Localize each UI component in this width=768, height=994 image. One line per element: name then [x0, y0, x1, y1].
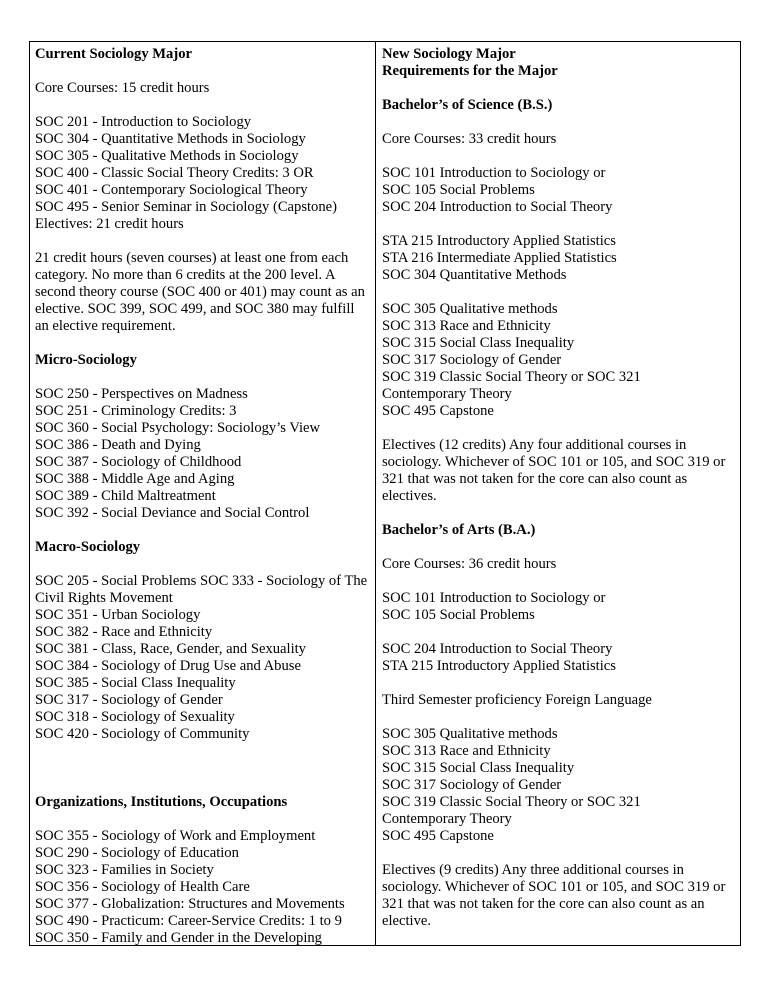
course-line: SOC 495 - Senior Seminar in Sociology (Capstone): [35, 199, 337, 215]
core-credit-hours: Core Courses: 15 credit hours: [35, 80, 210, 96]
course-line: SOC 490 - Practicum: Career-Service Credits: 1 to 9: [35, 913, 342, 929]
course-line: SOC 318 - Sociology of Sexuality: [35, 709, 235, 725]
course-line: SOC 251 - Criminology Credits: 3: [35, 403, 237, 419]
course-line: SOC 304 Quantitative Methods: [382, 267, 567, 283]
course-line: SOC 381 - Class, Race, Gender, and Sexuality: [35, 641, 306, 657]
core-course-list: [35, 114, 370, 233]
course-line: SOC 305 Qualitative methods: [382, 726, 558, 742]
course-line: SOC 360 - Social Psychology: Sociology’s View: [35, 420, 321, 436]
course-line: SOC 204 Introduction to Social Theory: [382, 199, 613, 215]
course-line: SOC 420 - Sociology of Community: [35, 726, 250, 742]
ba-group-3: [382, 726, 735, 845]
course-line: SOC 204 Introduction to Social Theory: [382, 641, 613, 657]
comparison-table: [29, 41, 741, 946]
course-line: Contemporary Theory: [382, 386, 512, 402]
course-line: SOC 495 Capstone: [382, 403, 494, 419]
course-line: SOC 377 - Globalization: Structures and Movements: [35, 896, 345, 912]
course-line: SOC 351 - Urban Sociology: [35, 607, 201, 623]
course-line: SOC 105 Social Problems: [382, 607, 535, 623]
course-line: SOC 315 Social Class Inequality: [382, 335, 575, 351]
course-line: SOC 384 - Sociology of Drug Use and Abuse: [35, 658, 301, 674]
bs-group-3: [382, 301, 735, 420]
bs-heading: Bachelor’s of Science (B.S.): [382, 97, 553, 113]
course-line: SOC 305 - Qualitative Methods in Sociology: [35, 148, 299, 164]
course-line: SOC 304 - Quantitative Methods in Sociology: [35, 131, 306, 147]
new-major-title: New Sociology Major: [382, 46, 516, 62]
course-line: SOC 317 Sociology of Gender: [382, 352, 562, 368]
course-line: SOC 313 Race and Ethnicity: [382, 318, 551, 334]
ba-core-credit-hours: Core Courses: 36 credit hours: [382, 556, 557, 572]
bs-group-1: [382, 165, 735, 216]
new-major-column: [376, 42, 740, 945]
course-line: SOC 387 - Sociology of Childhood: [35, 454, 242, 470]
ba-electives: Electives (9 credits) Any three additional courses in sociology. Whichever of SOC 101 or 105, and SOC 319 or 321 that was not taken for the core can also count as an elective.: [382, 862, 726, 929]
course-line: SOC 315 Social Class Inequality: [382, 760, 575, 776]
ba-foreign-language: Third Semester proficiency Foreign Language: [382, 692, 652, 708]
ba-group-2: [382, 641, 735, 675]
course-line: SOC 313 Race and Ethnicity: [382, 743, 551, 759]
course-line: STA 215 Introductory Applied Statistics: [382, 233, 616, 249]
ba-heading: Bachelor’s of Arts (B.A.): [382, 522, 536, 538]
bs-core-credit-hours: Core Courses: 33 credit hours: [382, 131, 557, 147]
course-line: SOC 392 - Social Deviance and Social Control: [35, 505, 310, 521]
course-line: SOC 101 Introduction to Sociology or: [382, 590, 606, 606]
course-line: SOC 400 - Classic Social Theory Credits: 3 OR: [35, 165, 314, 181]
micro-sociology-heading: Micro-Sociology: [35, 352, 137, 368]
micro-course-list: [35, 386, 370, 522]
course-line: SOC 388 - Middle Age and Aging: [35, 471, 235, 487]
course-line: SOC 319 Classic Social Theory or SOC 321: [382, 794, 641, 810]
course-line: SOC 382 - Race and Ethnicity: [35, 624, 213, 640]
current-major-column: [30, 42, 376, 945]
macro-first-entry: SOC 205 - Social Problems SOC 333 - Sociology of The Civil Rights Movement: [35, 573, 368, 606]
macro-sociology-heading: Macro-Sociology: [35, 539, 141, 555]
course-line: SOC 386 - Death and Dying: [35, 437, 201, 453]
organizations-course-list: [35, 828, 370, 945]
current-major-title: Current Sociology Major: [35, 46, 192, 62]
organizations-heading: Organizations, Institutions, Occupations: [35, 794, 288, 810]
course-line: SOC 355 - Sociology of Work and Employment: [35, 828, 316, 844]
course-line: STA 215 Introductory Applied Statistics: [382, 658, 616, 674]
course-line: SOC 323 - Families in Society: [35, 862, 214, 878]
electives-note: 21 credit hours (seven courses) at least one from each category. No more than 6 credits at the 200 level. A second theory course (SOC 400 or 401) may count as an elective. SOC 399, SOC 499, and SOC 380 may fulfill an elective requirement.: [35, 250, 365, 334]
course-line: SOC 250 - Perspectives on Madness: [35, 386, 248, 402]
course-line: SOC 350 - Family and Gender in the Developing: [35, 930, 322, 945]
course-line: SOC 385 - Social Class Inequality: [35, 675, 236, 691]
macro-course-list: [35, 607, 370, 743]
course-line: SOC 356 - Sociology of Health Care: [35, 879, 250, 895]
bs-group-2: [382, 233, 735, 284]
course-line: SOC 317 Sociology of Gender: [382, 777, 562, 793]
course-line: SOC 495 Capstone: [382, 828, 494, 844]
course-line: SOC 319 Classic Social Theory or SOC 321: [382, 369, 641, 385]
bs-electives: Electives (12 credits) Any four additional courses in sociology. Whichever of SOC 101 or 105, and SOC 319 or 321 that was not taken for the core can also count as electives.: [382, 437, 726, 504]
course-line: Electives: 21 credit hours: [35, 216, 184, 232]
course-line: SOC 389 - Child Maltreatment: [35, 488, 216, 504]
course-line: Contemporary Theory: [382, 811, 512, 827]
requirements-title: Requirements for the Major: [382, 63, 558, 79]
course-line: SOC 401 - Contemporary Sociological Theory: [35, 182, 308, 198]
ba-group-1: [382, 590, 735, 624]
course-line: SOC 317 - Sociology of Gender: [35, 692, 223, 708]
course-line: SOC 290 - Sociology of Education: [35, 845, 239, 861]
course-line: SOC 105 Social Problems: [382, 182, 535, 198]
course-line: STA 216 Intermediate Applied Statistics: [382, 250, 617, 266]
course-line: SOC 305 Qualitative methods: [382, 301, 558, 317]
course-line: SOC 201 - Introduction to Sociology: [35, 114, 252, 130]
course-line: SOC 101 Introduction to Sociology or: [382, 165, 606, 181]
